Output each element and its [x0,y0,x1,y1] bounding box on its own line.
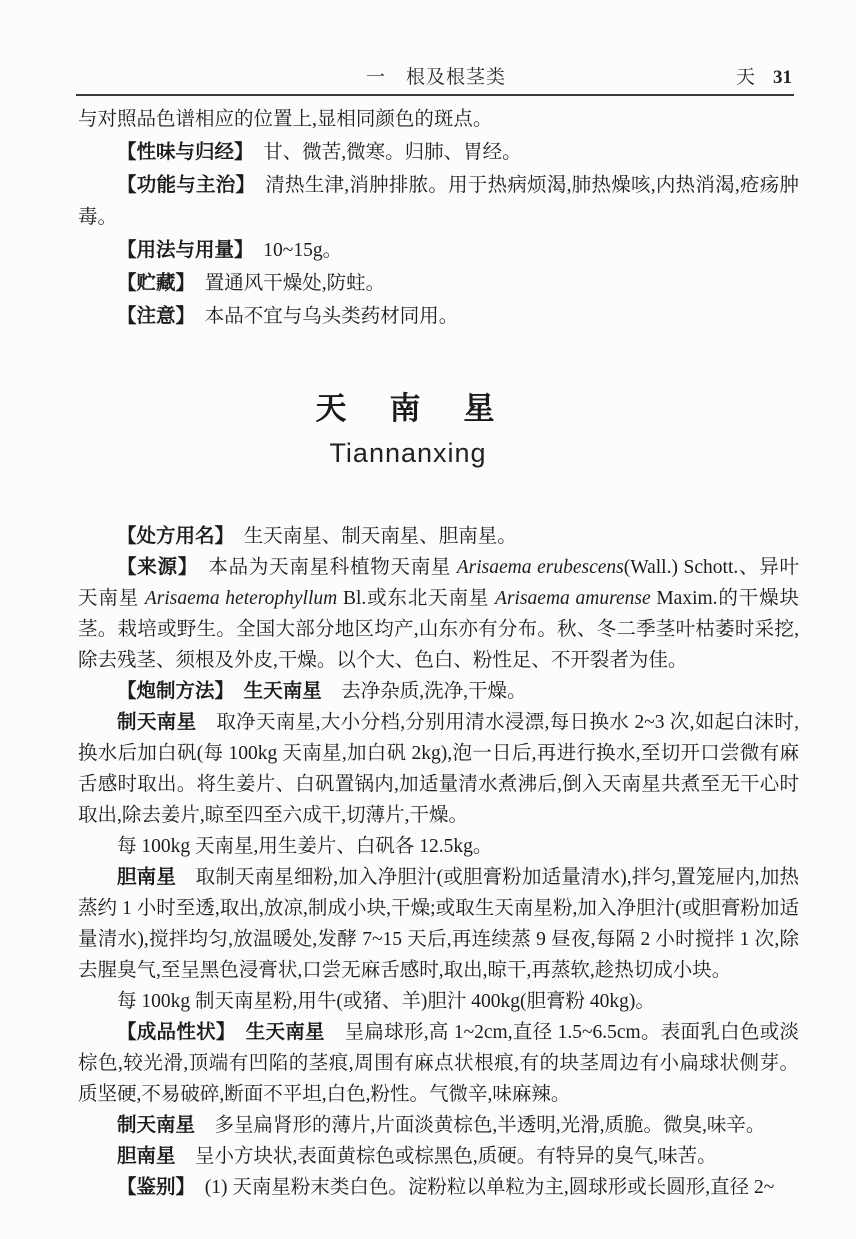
text-segment: 胆南星 [117,1145,176,1167]
text-segment: 多呈扁肾形的薄片,片面淡黄棕色,半透明,光滑,质脆。微臭,味辛。 [195,1115,766,1136]
monograph-pinyin: Tiannanxing [329,438,487,468]
text-segment: 10~15g。 [243,240,343,261]
page-number: 31 [773,67,792,88]
bottom-text-block [78,521,799,1203]
paragraph [78,1110,799,1141]
text-segment: 本品不宜与乌头类药材同用。 [185,306,459,327]
paragraph [78,862,799,986]
text-segment: 【炮制方法】 [117,680,225,702]
text-segment: 每 100kg 天南星,用生姜片、白矾各 12.5kg。 [117,836,493,857]
header-rule [76,94,794,96]
text-segment: Maxim.的干燥块茎。栽培或野生。全国大部分地区均产,山东亦有分布。秋、冬二季茎叶枯萎时采挖,除去残茎、须根及外皮,干燥。以个大、色白、粉性足、不开裂者为佳。 [78,588,799,671]
text-segment: 取净天南星,大小分档,分别用清水浸漂,每日换水 2~3 次,如起白沫时,换水后加白矾(每 100kg 天南星,加白矾 2kg),泡一日后,再进行换水,至切开口尝微有麻舌感时取出。将生姜片、白矾置锅内,加适量清水煮沸后,倒入天南星共煮至无干心时取出,除去姜片,晾至四至六成干,切薄片,干燥。 [78,712,799,826]
text-segment: Bl.或东北天南星 [337,588,496,609]
text-segment: 本品为天南星科植物天南星 [188,557,457,578]
text-segment: 去净杂质,洗净,干燥。 [321,681,527,702]
paragraph [78,136,799,169]
text-segment: 【来源】 [117,556,189,578]
text-segment: 【用法与用量】 [117,239,244,261]
text-segment: 【成品性状】 [117,1021,226,1043]
paragraph [78,552,799,676]
text-segment [226,1022,246,1043]
text-segment: Arisaema heterophyllum [144,588,338,609]
paragraph [78,1141,799,1172]
text-segment: 胆南星 [117,866,176,888]
paragraph [78,104,799,136]
text-segment: 【性味与归经】 [117,141,244,163]
text-segment: 【处方用名】 [117,525,225,547]
text-segment: 生天南星、制天南星、胆南星。 [224,526,517,547]
text-segment: Arisaema erubescens [456,557,624,578]
text-segment: 每 100kg 制天南星粉,用牛(或猪、羊)胆汁 400kg(胆膏粉 40kg)。 [117,991,655,1012]
text-segment: Arisaema amurense [495,588,651,609]
page-corner [736,62,792,89]
text-segment: (Wall.) Schott.、异叶天南星 [78,557,799,609]
text-segment: (1) 天南星粉末类白色。淀粉粒以单粒为主,圆球形或长圆形,直径 2~ [185,1177,775,1198]
text-segment: 置通风干燥处,防蛀。 [185,273,386,294]
text-segment: 甘、微苦,微寒。归肺、胃经。 [243,142,522,163]
text-segment [224,681,244,702]
monograph-title-block [0,383,816,469]
paragraph [78,234,799,267]
text-segment: 与对照品色谱相应的位置上,显相同颜色的斑点。 [78,109,493,130]
text-segment: 呈小方块状,表面黄棕色或棕黑色,质硬。有特异的臭气,味苦。 [175,1146,717,1167]
paragraph [78,300,799,333]
text-segment: 清热生津,消肿排脓。用于热病烦渴,肺热燥咳,内热消渴,疮疡肿毒。 [78,175,799,228]
text-segment: 制天南星 [117,711,197,733]
text-segment: 【注意】 [117,305,186,327]
text-segment: 【鉴别】 [117,1176,186,1198]
text-segment: 取制天南星细粉,加入净胆汁(或胆膏粉加适量清水),拌匀,置笼屉内,加热蒸约 1 小时至透,取出,放凉,制成小块,干燥;或取生天南星粉,加入净胆汁(或胆膏粉加适量清水),搅拌均匀,放温暖处,发酵 7~15 天后,再连续蒸 9 昼夜,每隔 2 小时搅拌 1 次,除去腥臭气,至呈黑色浸膏状,口尝无麻舌感时,取出,晾干,再蒸软,趁热切成小块。 [78,867,799,981]
paragraph [78,1017,799,1110]
text-segment: 生天南星 [243,680,322,702]
paragraph [78,169,799,234]
paragraph [78,707,799,831]
paragraph [78,521,799,552]
text-segment: 【功能与主治】 [117,174,246,196]
text-segment: 生天南星 [245,1021,325,1043]
paragraph [78,676,799,707]
text-segment: 【贮藏】 [117,272,186,294]
text-segment: 制天南星 [117,1114,196,1136]
paragraph [78,1172,799,1203]
paragraph [78,831,799,862]
top-text-block [78,104,799,333]
page-header [78,62,794,88]
chapter-title: 一 根及根茎类 [365,67,506,88]
paragraph [78,267,799,300]
monograph-title: 天 南 星 [315,391,501,426]
text-segment: 呈扁球形,高 1~2cm,直径 1.5~6.5cm。表面乳白色或淡棕色,较光滑,顶端有凹陷的茎痕,周围有麻点状根痕,有的块茎周边有小扁球状侧芽。质坚硬,不易破碎,断面不平坦,白色,粉性。气微辛,味麻辣。 [78,1022,799,1105]
paragraph [78,986,799,1017]
thumb-index-char: 天 [735,67,755,88]
